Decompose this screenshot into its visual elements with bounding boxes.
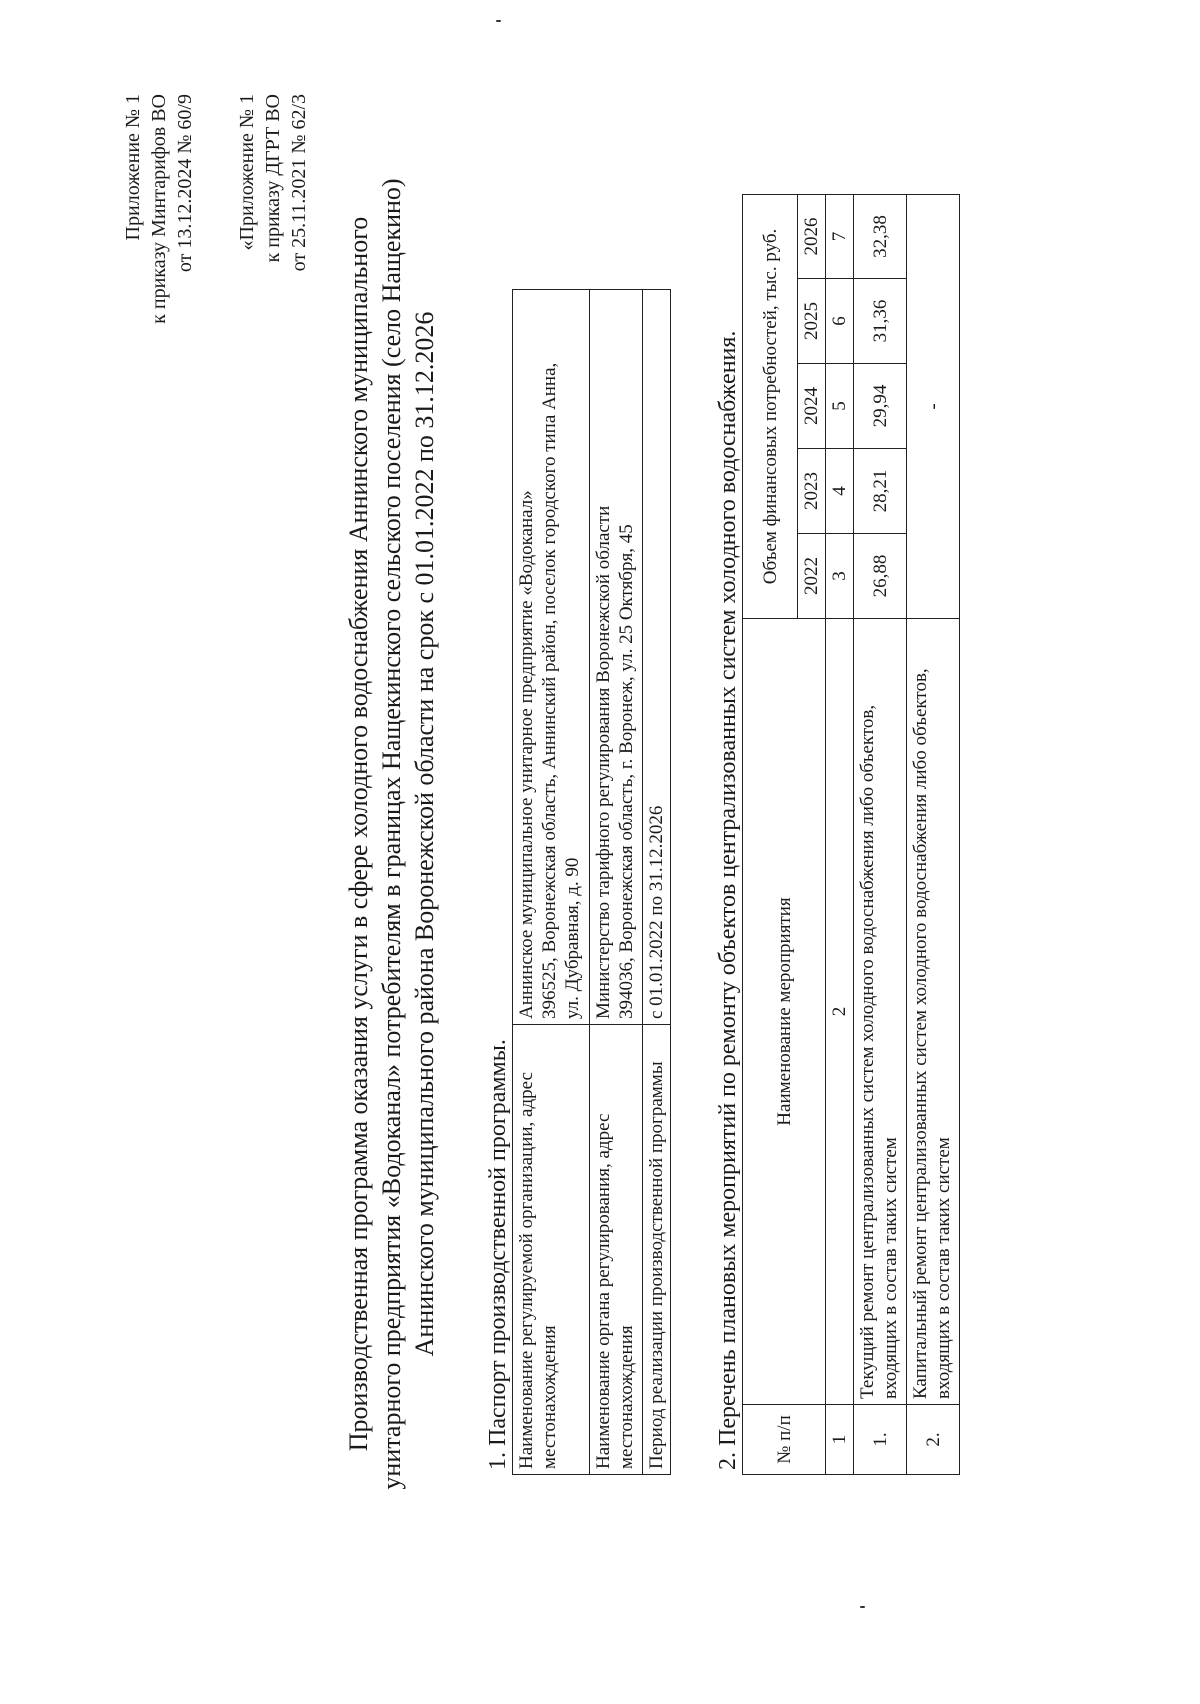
appendix-previous-line2: к приказу ДГРТ ВО <box>262 94 284 263</box>
column-number-row <box>826 194 854 1474</box>
column-number-cell: 7 <box>826 194 854 278</box>
repairs-table <box>742 194 960 1475</box>
passport-value-cell <box>513 290 590 1025</box>
year-cell: 2023 <box>798 449 826 534</box>
passport-row <box>513 290 590 1475</box>
passport-value-line: с 01.01.2022 по 31.12.2026 <box>646 805 667 1019</box>
passport-value-line: Министерство тарифного регулирования Воронежской области <box>593 505 614 1019</box>
year-cell: 2022 <box>798 534 826 619</box>
row-name-cell: Капитальный ремонт централизованных систем холодного водоснабжения либо объектов, входящих в состав таких систем <box>907 619 960 1405</box>
row-merged-value-cell: - <box>907 194 960 618</box>
passport-value-cell <box>590 290 643 1025</box>
year-cell: 2026 <box>798 194 826 278</box>
row-value-cell: 31,36 <box>854 279 907 364</box>
appendix-current-line3: от 13.12.2024 № 60/9 <box>174 94 196 273</box>
scan-speck <box>496 20 501 22</box>
column-number-cell: 5 <box>826 364 854 449</box>
appendix-previous-line3: от 25.11.2021 № 62/3 <box>288 94 310 272</box>
passport-value-line: 396525, Воронежская область, Аннинский район, поселок городского типа Анна, <box>539 362 560 1019</box>
appendix-previous-line1: «Приложение № 1 <box>236 94 258 251</box>
section2-heading: 2. Перечень плановых мероприятий по ремонту объектов централизованных систем холодного водоснабжения. <box>715 330 741 1470</box>
header-name-cell: Наименование мероприятия <box>743 619 826 1405</box>
row-value-cell: 28,21 <box>854 449 907 534</box>
table-row <box>907 194 960 1474</box>
column-number-cell: 1 <box>826 1405 854 1475</box>
passport-value-cell <box>643 290 671 1025</box>
row-num-cell: 2. <box>907 1405 960 1475</box>
passport-value-line: 394036, Воронежская область, г. Воронеж, ул. 25 Октября, 45 <box>616 524 637 1019</box>
row-value-cell: 29,94 <box>854 364 907 449</box>
appendix-current-line1: Приложение № 1 <box>122 94 144 241</box>
column-number-cell: 3 <box>826 534 854 619</box>
passport-label-cell: Наименование органа регулирования, адрес местонахождения <box>590 1025 643 1475</box>
year-cell: 2025 <box>798 279 826 364</box>
row-value-cell: 32,38 <box>854 194 907 278</box>
document-title <box>342 84 441 1584</box>
table-row <box>854 194 907 1474</box>
row-value-cell: 26,88 <box>854 534 907 619</box>
row-name-cell: Текущий ремонт централизованных систем холодного водоснабжения либо объектов, входящих в состав таких систем <box>854 619 907 1405</box>
passport-row <box>643 290 671 1475</box>
section1-heading: 1. Паспорт производственной программы. <box>485 1039 511 1470</box>
year-cell: 2024 <box>798 364 826 449</box>
passport-label-cell: Период реализации производственной программы <box>643 1025 671 1475</box>
column-number-cell: 6 <box>826 279 854 364</box>
document-title-line3: Аннинского муниципального района Воронежской области на срок с 01.01.2022 по 31.12.2026 <box>410 311 439 1357</box>
scan-speck <box>860 1606 865 1608</box>
row-num-cell: 1. <box>854 1405 907 1475</box>
appendix-current <box>120 94 198 704</box>
header-volume-cell: Объем финансовых потребностей, тыс. руб. <box>743 194 798 618</box>
passport-value-line: ул. Дубравная, д. 90 <box>562 857 583 1019</box>
column-number-cell: 4 <box>826 449 854 534</box>
passport-value-line: Аннинское муниципальное унитарное предприятие «Водоканал» <box>516 490 537 1019</box>
header-num-cell: № п/п <box>743 1405 826 1475</box>
column-number-cell: 2 <box>826 619 854 1405</box>
passport-row <box>590 290 643 1475</box>
appendix-previous <box>234 94 312 704</box>
passport-table <box>512 289 671 1475</box>
passport-label-cell: Наименование регулируемой организации, адрес местонахождения <box>513 1025 590 1475</box>
repairs-header-row <box>743 194 798 1474</box>
document-title-line2: унитарного предприятия «Водоканал» потребителям в границах Нащекинского сельского поселения (село Нащекино) <box>377 178 406 1490</box>
document-title-line1: Производственная программа оказания услуги в сфере холодного водоснабжения Аннинского муниципального <box>344 216 373 1452</box>
appendix-current-line2: к приказу Минтарифов ВО <box>148 94 170 324</box>
